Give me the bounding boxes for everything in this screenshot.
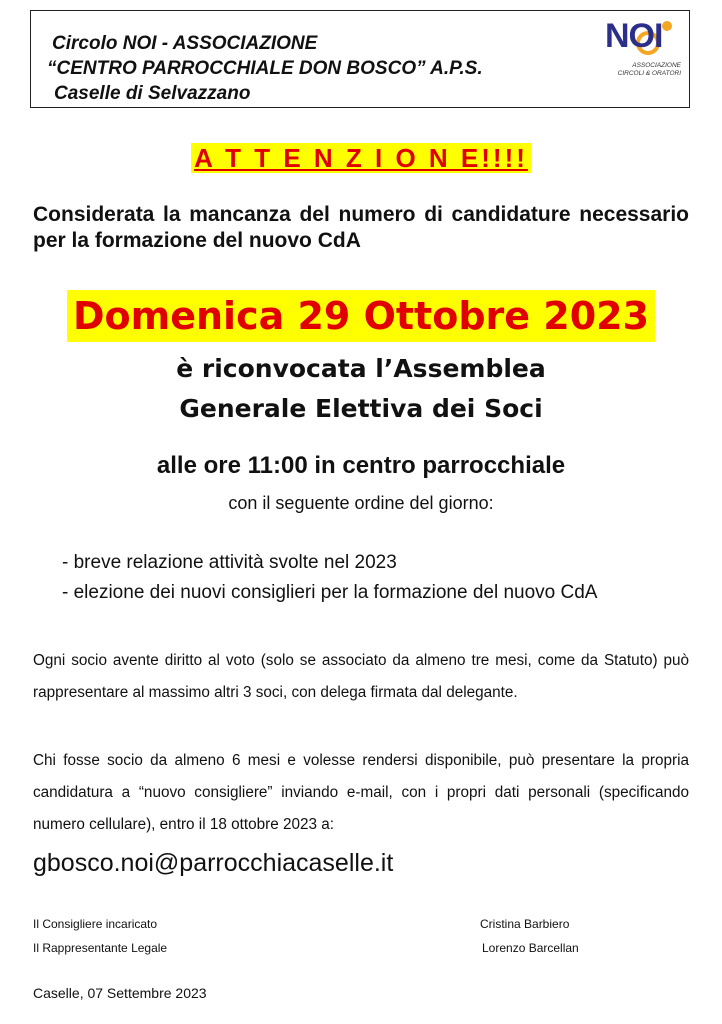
logo-word: NOI [605,17,663,55]
signature-role-2: Il Rappresentante Legale [33,941,168,955]
logo-sub-association: ASSOCIAZIONE [632,62,681,69]
agenda-item: - breve relazione attività svolte nel 2023 [62,552,397,573]
association-location: Caselle di Selvazzano [54,83,251,104]
agenda-intro: con il seguente ordine del giorno: [228,493,494,513]
logo-sub-circoli: CIRCOLI & ORATORI [617,70,681,77]
contact-email[interactable]: gbosco.noi@parrocchiacaselle.it [33,849,394,877]
footer-date: Caselle, 07 Settembre 2023 [33,985,207,1001]
association-full-name: “CENTRO PARROCCHIALE DON BOSCO” A.P.S. [47,58,483,79]
signature-name-2: Lorenzo Barcellan [482,941,579,955]
noi-logo [601,17,681,83]
attention-text: A T T E N Z I O N E!!!! [191,143,531,173]
paragraph-candidacy: Chi fosse socio da almeno 6 mesi e volesse rendersi disponibile, può presentare la propria candidatura a “nuovo consigliere” inviando e-mail, con i propri dati personali (specificando numero cellulare), entro il 18 ottobre 2023 a: [33,752,689,833]
date-banner [0,290,722,342]
signature-role-1: Il Consigliere incaricato [33,917,158,931]
agenda-list [62,548,597,608]
intro-text: Considerata la mancanza del numero di candidature necessario per la formazione del nuovo CdA [33,203,689,252]
time-place: alle ore 11:00 in centro parrocchiale [156,452,566,479]
attention-heading [0,143,722,174]
date-text: Domenica 29 Ottobre 2023 [67,290,655,342]
association-name: Circolo NOI - ASSOCIAZIONE [52,33,318,54]
convocation-line-2: Generale Elettiva dei Soci [179,394,543,423]
signature-name-1: Cristina Barbiero [480,917,570,931]
header-box [30,10,690,108]
paragraph-vote: Ogni socio avente diritto al voto (solo se associato da almeno tre mesi, come da Statuto) può rappresentare al massimo altri 3 soci, con delega firmata dal delegante. [33,652,689,701]
agenda-item: - elezione dei nuovi consiglieri per la formazione del nuovo CdA [62,582,598,603]
convocation-line-1: è riconvocata l’Assemblea [176,354,546,383]
